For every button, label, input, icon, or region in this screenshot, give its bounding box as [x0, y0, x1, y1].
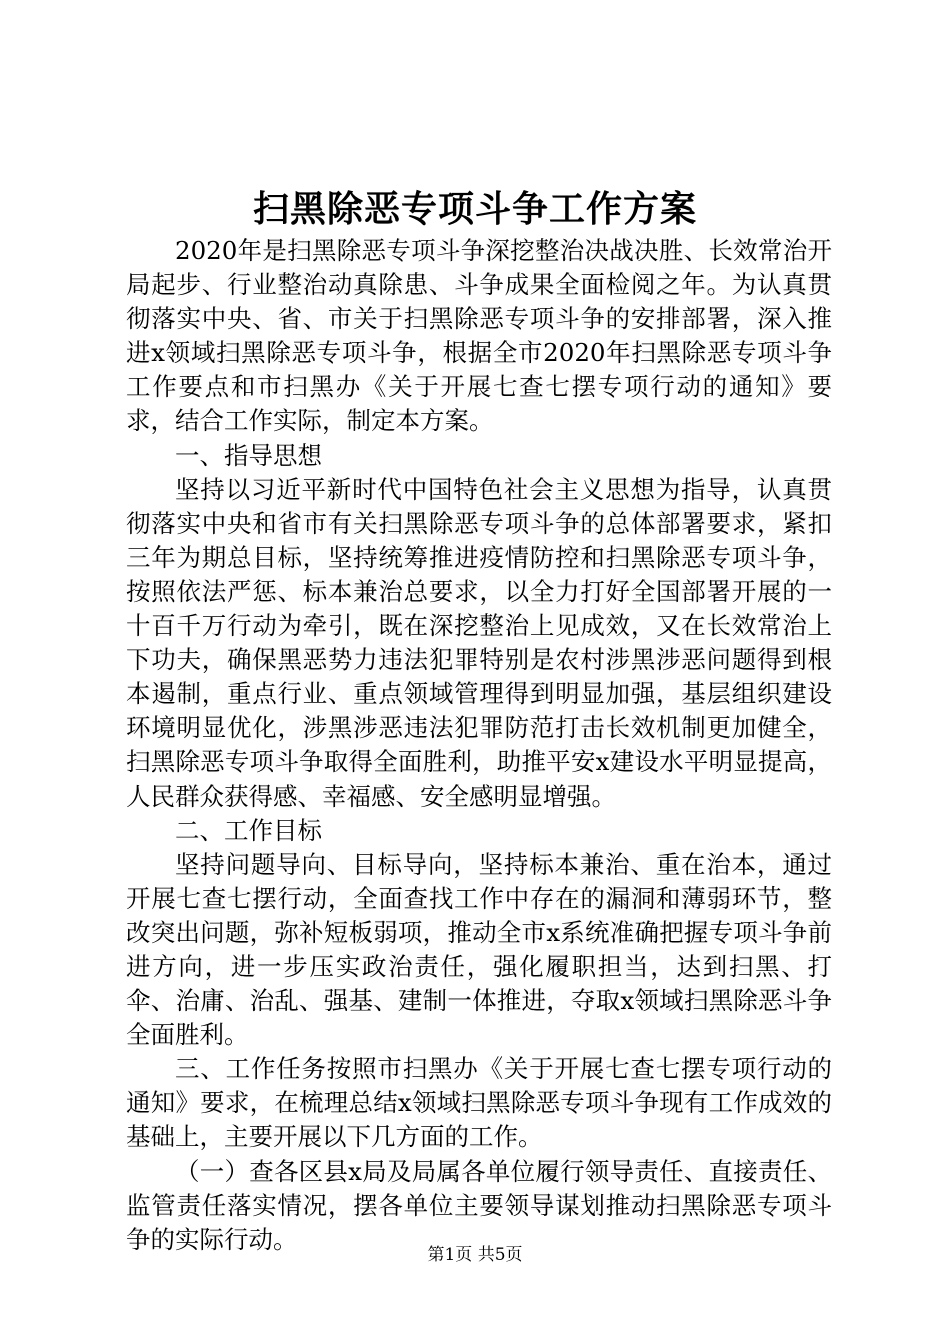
- section-heading-guiding-thought: 一、指导思想: [175, 440, 322, 470]
- page-footer: 第1页 共5页: [427, 1245, 523, 1265]
- document-title: 扫黑除恶专项斗争工作方案: [252, 188, 697, 230]
- paragraph-guiding-thought: 坚持以习近平新时代中国特色社会主义思想为指导，认真贯彻落实中央和省市有关扫黑除恶专项斗争的总体部署要求，紧扣三年为期总目标，坚持统筹推进疫情防控和扫黑除恶专项斗争，按照依法严惩、标本兼治总要求，以全力打好全国部署开展的一十百千万行动为牵引，既在深挖整治上见成效，又在长效常治上下功夫，确保黑恶势力违法犯罪特别是农村涉黑涉恶问题得到根本遏制，重点行业、重点领域管理得到明显加强，基层组织建设环境明显优化，涉黑涉恶违法犯罪防范打击长效机制更加健全，扫黑除恶专项斗争取得全面胜利，助推平安x建设水平明显提高，人民群众获得感、幸福感、安全感明显增强。: [126, 474, 832, 811]
- paragraph-intro: 2020年是扫黑除恶专项斗争深挖整治决战决胜、长效常治开局起步、行业整治动真除患、斗争成果全面检阅之年。为认真贯彻落实中央、省、市关于扫黑除恶专项斗争的安排部署，深入推进x领域扫黑除恶专项斗争，根据全市2020年扫黑除恶专项斗争工作要点和市扫黑办《关于开展七查七摆专项行动的通知》要求，结合工作实际，制定本方案。: [126, 236, 832, 436]
- paragraph-work-tasks: 三、工作任务按照市扫黑办《关于开展七查七摆专项行动的通知》要求，在梳理总结x领域扫黑除恶专项斗争现有工作成效的基础上，主要开展以下几方面的工作。: [126, 1054, 832, 1152]
- paragraph-task-one: （一）查各区县x局及局属各单位履行领导责任、直接责任、监管责任落实情况，摆各单位主要领导谋划推动扫黑除恶专项斗争的实际行动。: [126, 1156, 832, 1254]
- paragraph-work-goals: 坚持问题导向、目标导向，坚持标本兼治、重在治本，通过开展七查七摆行动，全面查找工作中存在的漏洞和薄弱环节，整改突出问题，弥补短板弱项，推动全市x系统准确把握专项斗争前进方向，进一步压实政治责任，强化履职担当，达到扫黑、打伞、治庸、治乱、强基、建制一体推进，夺取x领域扫黑除恶斗争全面胜利。: [126, 849, 832, 1050]
- document-body: [126, 234, 832, 1257]
- section-heading-work-goals: 二、工作目标: [175, 815, 322, 845]
